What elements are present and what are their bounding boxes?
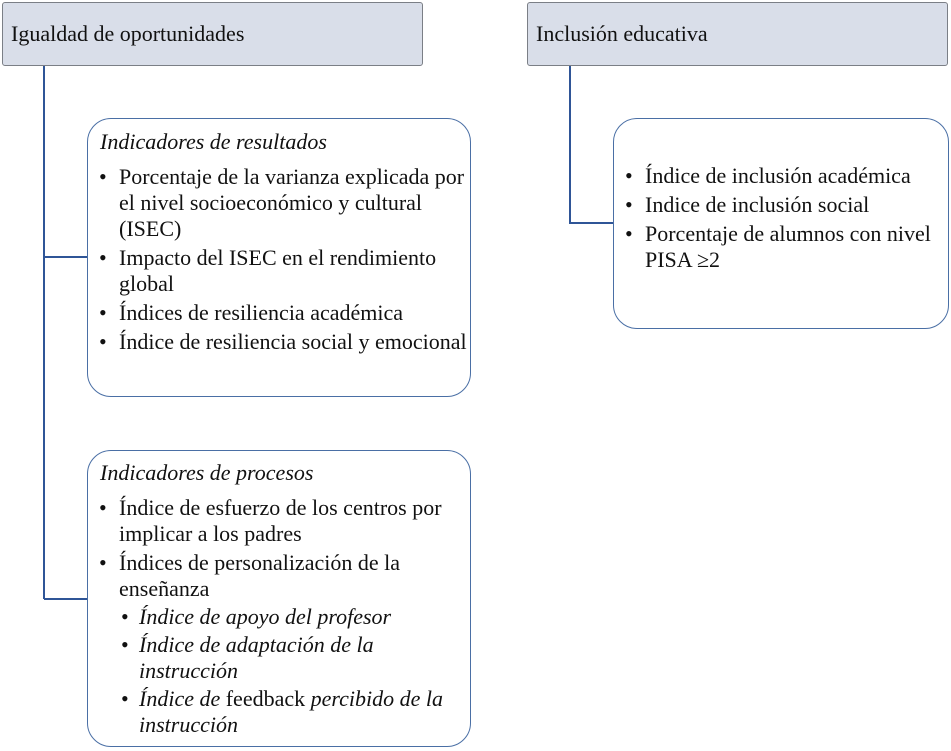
header-igualdad-label: Igualdad de oportunidades: [11, 21, 245, 46]
list-item: • Indice de inclusión social: [614, 192, 948, 218]
list-item: • Índice de adaptación de la instrucción: [119, 632, 470, 684]
list-item: • Índice de esfuerzo de los centros por implicar a los padres: [88, 495, 470, 547]
inclusion-list: [614, 163, 948, 273]
list-item: • Índice de apoyo del profesor: [119, 604, 470, 630]
list-item: • Porcentaje de alumnos con nivel PISA ≥2: [614, 221, 948, 273]
list-item: • Porcentaje de la varianza explicada por el nivel socioeconómico y cultural (ISEC): [88, 164, 470, 242]
list-item: • Índices de resiliencia académica: [88, 300, 470, 326]
procesos-list: [88, 495, 470, 738]
resultados-list: [88, 164, 470, 355]
card-indicadores-procesos: [87, 450, 471, 747]
header-inclusion-label: Inclusión educativa: [536, 21, 708, 46]
list-item: • Índices de personalización de la enseñanza • Índice de apoyo del profesor • Índice de adaptación de la instrucción • Índice de feedback percibido de la instrucción: [88, 550, 470, 738]
connector-inclusion: [570, 66, 613, 223]
header-inclusion-educativa: [527, 2, 948, 66]
list-item: • Impacto del ISEC en el rendimiento global: [88, 245, 470, 297]
list-item: • Índice de resiliencia social y emocional: [88, 329, 470, 355]
card-resultados-title: Indicadores de resultados: [100, 129, 327, 154]
personalizacion-sublist: [119, 604, 470, 738]
header-igualdad-oportunidades: [2, 2, 423, 66]
list-item: • Índice de feedback percibido de la instrucción: [119, 686, 470, 738]
card-procesos-title: Indicadores de procesos: [100, 460, 314, 485]
card-indicadores-resultados: [87, 118, 471, 397]
card-inclusion: [613, 118, 949, 329]
list-item: • Índice de inclusión académica: [614, 163, 948, 189]
